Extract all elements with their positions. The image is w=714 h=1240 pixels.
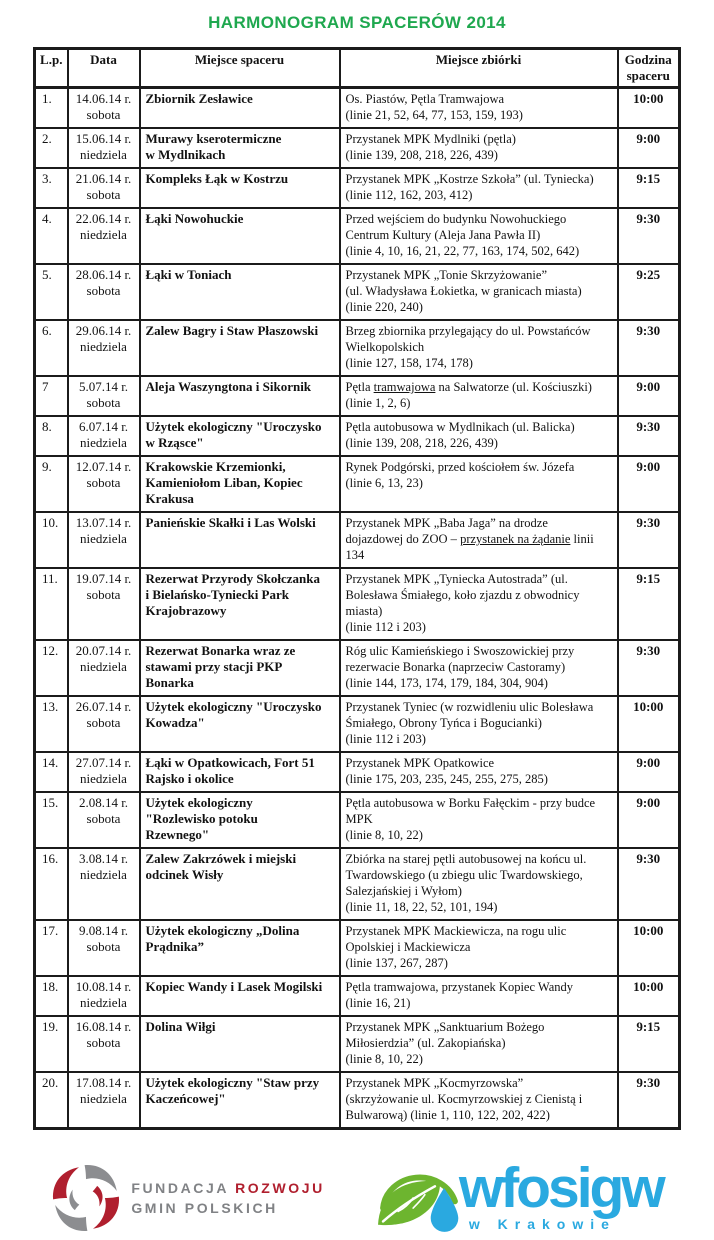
date-cell: [68, 920, 140, 976]
day-text: sobota: [86, 939, 121, 954]
text-segment: Rynek Podgórski, przed kościołem św. Józefa: [345, 460, 575, 474]
table-row: [35, 1072, 680, 1129]
text-segment: (linie 139, 208, 218, 226, 439): [345, 148, 498, 162]
header-lp: L.p.: [35, 49, 68, 88]
row-number-cell: 12.: [35, 640, 68, 696]
text-segment: Pętla autobusowa w Borku Fałęckim - przy budce: [345, 796, 596, 810]
text-segment: (linie 6, 13, 23): [345, 476, 423, 490]
text-segment: (linie 137, 267, 287): [345, 956, 448, 970]
time-cell: 10:00: [618, 696, 680, 752]
frgp-word-rozwoju: ROZWOJU: [235, 1179, 325, 1196]
text-segment: Centrum Kultury (Aleja Jana Pawła II): [345, 228, 541, 242]
row-number-cell: 4.: [35, 208, 68, 264]
text-segment: (linie 175, 203, 235, 245, 255, 275, 285): [345, 772, 548, 786]
row-number-cell: 15.: [35, 792, 68, 848]
date-text: 28.06.14 r.: [75, 267, 132, 282]
day-text: niedziela: [80, 339, 127, 354]
date-text: 27.07.14 r.: [75, 755, 132, 770]
table-row: [35, 88, 680, 129]
text-segment: (linie 220, 240): [345, 300, 423, 314]
table-row: [35, 792, 680, 848]
text-segment: Przystanek MPK Mydlniki (pętla): [345, 132, 516, 146]
day-text: niedziela: [80, 995, 127, 1010]
date-text: 21.06.14 r.: [75, 171, 132, 186]
header-meeting-place: Miejsce zbiórki: [340, 49, 618, 88]
meeting-place-cell: [340, 752, 618, 792]
date-text: 14.06.14 r.: [75, 91, 132, 106]
table-row: [35, 376, 680, 416]
row-number-cell: 14.: [35, 752, 68, 792]
underlined-text: tramwajowa: [373, 380, 436, 394]
date-cell: [68, 512, 140, 568]
date-cell: [68, 416, 140, 456]
table-row: [35, 640, 680, 696]
time-cell: 9:15: [618, 568, 680, 640]
walk-place-cell: Użytek ekologiczny „Dolina Prądnika”: [140, 920, 340, 976]
day-text: sobota: [86, 187, 121, 202]
text-segment: rezerwacie Bonarka (naprzeciw Castoramy): [345, 660, 566, 674]
day-text: sobota: [86, 811, 121, 826]
row-number-cell: 11.: [35, 568, 68, 640]
date-text: 17.08.14 r.: [75, 1075, 132, 1090]
meeting-place-cell: [340, 568, 618, 640]
row-number-cell: 6.: [35, 320, 68, 376]
text-segment: (linie 21, 52, 64, 77, 153, 159, 193): [345, 108, 523, 122]
time-cell: 10:00: [618, 88, 680, 129]
row-number-cell: 10.: [35, 512, 68, 568]
text-segment: Twardowskiego (u zbiegu ulic Twardowskiego,: [345, 868, 583, 882]
table-row: [35, 568, 680, 640]
text-segment: (linie 11, 18, 22, 52, 101, 194): [345, 900, 498, 914]
table-row: [35, 128, 680, 168]
meeting-place-cell: [340, 920, 618, 976]
leaf-water-drop-icon: [373, 1156, 465, 1240]
meeting-place-cell: [340, 976, 618, 1016]
text-segment: (linie 16, 21): [345, 996, 411, 1010]
walk-place-cell: Panieńskie Skałki i Las Wolski: [140, 512, 340, 568]
frgp-swirl-icon: [51, 1163, 121, 1233]
day-text: sobota: [86, 1035, 121, 1050]
text-segment: Brzeg zbiornika przylegający do ul. Powstańców: [345, 324, 591, 338]
text-segment: Przystanek MPK Mackiewicza, na rogu ulic: [345, 924, 567, 938]
day-text: niedziela: [80, 435, 127, 450]
date-text: 10.08.14 r.: [75, 979, 132, 994]
table-row: [35, 848, 680, 920]
time-cell: 9:00: [618, 128, 680, 168]
schedule-table: [33, 47, 681, 1130]
meeting-place-cell: [340, 512, 618, 568]
text-segment: Pętla autobusowa w Mydlnikach (ul. Balicka): [345, 420, 575, 434]
walk-place-cell: Dolina Wiłgi: [140, 1016, 340, 1072]
text-segment: MPK: [345, 812, 373, 826]
walk-place-cell: Zalew Bagry i Staw Płaszowski: [140, 320, 340, 376]
text-segment: (linie 112 i 203): [345, 620, 426, 634]
date-cell: [68, 264, 140, 320]
header-date: Data: [68, 49, 140, 88]
text-segment: (ul. Władysława Łokietka, w granicach miasta): [345, 284, 582, 298]
time-cell: 9:00: [618, 752, 680, 792]
walk-place-cell: Aleja Waszyngtona i Sikornik: [140, 376, 340, 416]
wfosigw-wordmark: wfosigw: [458, 1155, 663, 1220]
time-cell: 9:00: [618, 456, 680, 512]
day-text: sobota: [86, 475, 121, 490]
date-cell: [68, 696, 140, 752]
text-segment: Bulwarową) (linie 1, 110, 122, 202, 422): [345, 1108, 550, 1122]
day-text: sobota: [86, 283, 121, 298]
wfosigw-text-block: [458, 1155, 663, 1233]
wfosigw-subtitle: w Krakowie: [468, 1216, 616, 1233]
walk-place-cell: Użytek ekologiczny "Uroczysko Kowadza": [140, 696, 340, 752]
row-number-cell: 18.: [35, 976, 68, 1016]
walk-place-cell: Rezerwat Przyrody Skołczanka i Bielańsko-Tyniecki Park Krajobrazowy: [140, 568, 340, 640]
day-text: niedziela: [80, 659, 127, 674]
date-text: 16.08.14 r.: [75, 1019, 132, 1034]
meeting-place-cell: [340, 128, 618, 168]
text-segment: (linie 112, 162, 203, 412): [345, 188, 473, 202]
date-cell: [68, 208, 140, 264]
frgp-line2: GMIN POLSKICH: [131, 1200, 278, 1216]
walk-place-cell: Krakowskie Krzemionki, Kamieniołom Liban, Kopiec Krakusa: [140, 456, 340, 512]
date-text: 12.07.14 r.: [75, 459, 132, 474]
meeting-place-cell: [340, 208, 618, 264]
table-row: [35, 920, 680, 976]
date-cell: [68, 976, 140, 1016]
meeting-place-cell: [340, 320, 618, 376]
day-text: niedziela: [80, 867, 127, 882]
meeting-place-cell: [340, 696, 618, 752]
schedule-table-body: [35, 88, 680, 1129]
text-segment: Róg ulic Kamieńskiego i Swoszowickiej przy: [345, 644, 575, 658]
text-segment: Przystanek MPK „Sanktuarium Bożego: [345, 1020, 545, 1034]
text-segment: Os. Piastów, Pętla Tramwajowa: [345, 92, 505, 106]
walk-place-cell: Łąki w Opatkowicach, Fort 51 Rajsko i okolice: [140, 752, 340, 792]
row-number-cell: 19.: [35, 1016, 68, 1072]
walk-place-cell: Rezerwat Bonarka wraz ze stawami przy stacji PKP Bonarka: [140, 640, 340, 696]
date-cell: [68, 640, 140, 696]
text-segment: Przed wejściem do budynku Nowohuckiego: [345, 212, 567, 226]
row-number-cell: 13.: [35, 696, 68, 752]
text-segment: Zbiórka na starej pętli autobusowej na końcu ul.: [345, 852, 587, 866]
date-cell: [68, 1016, 140, 1072]
date-text: 29.06.14 r.: [75, 323, 132, 338]
meeting-place-cell: [340, 416, 618, 456]
underlined-text: przystanek na żądanie: [460, 532, 571, 546]
date-cell: [68, 1072, 140, 1129]
date-cell: [68, 848, 140, 920]
frgp-logo-text: [131, 1178, 325, 1219]
text-segment: dojazdowej do ZOO –: [345, 532, 461, 546]
day-text: sobota: [86, 715, 121, 730]
text-segment: Miłosierdzia” (ul. Zakopiańska): [345, 1036, 506, 1050]
meeting-place-cell: [340, 1072, 618, 1129]
date-text: 15.06.14 r.: [75, 131, 132, 146]
time-cell: 10:00: [618, 920, 680, 976]
text-segment: (linie 144, 173, 174, 179, 184, 304, 904): [345, 676, 548, 690]
meeting-place-cell: [340, 640, 618, 696]
walk-place-cell: Użytek ekologiczny "Staw przy Kaczeńcowej": [140, 1072, 340, 1129]
table-row: [35, 1016, 680, 1072]
day-text: niedziela: [80, 771, 127, 786]
text-segment: Pętla: [345, 380, 374, 394]
footer-logos: [0, 1156, 714, 1240]
time-cell: 9:30: [618, 512, 680, 568]
date-cell: [68, 568, 140, 640]
text-segment: Wielkopolskich: [345, 340, 425, 354]
date-text: 9.08.14 r.: [78, 923, 129, 938]
time-cell: 9:15: [618, 168, 680, 208]
walk-place-cell: Zbiornik Zesławice: [140, 88, 340, 129]
text-segment: Przystanek MPK „Kocmyrzowska”: [345, 1076, 524, 1090]
meeting-place-cell: [340, 848, 618, 920]
text-segment: Przystanek Tyniec (w rozwidleniu ulic Bolesława: [345, 700, 594, 714]
date-cell: [68, 128, 140, 168]
text-segment: Opolskiej i Mackiewicza: [345, 940, 471, 954]
text-segment: Pętla tramwajowa, przystanek Kopiec Wandy: [345, 980, 574, 994]
meeting-place-cell: [340, 264, 618, 320]
page-title: HARMONOGRAM SPACERÓW 2014: [208, 13, 506, 32]
row-number-cell: 5.: [35, 264, 68, 320]
table-row: [35, 208, 680, 264]
frgp-line1: [131, 1178, 325, 1198]
day-text: niedziela: [80, 1091, 127, 1106]
meeting-place-cell: [340, 456, 618, 512]
table-row: [35, 264, 680, 320]
walk-place-cell: Łąki w Toniach: [140, 264, 340, 320]
date-cell: [68, 456, 140, 512]
meeting-place-cell: [340, 1016, 618, 1072]
meeting-place-cell: [340, 88, 618, 129]
meeting-place-cell: [340, 376, 618, 416]
table-row: [35, 752, 680, 792]
date-text: 26.07.14 r.: [75, 699, 132, 714]
frgp-word-fundacja: FUNDACJA: [131, 1179, 229, 1196]
text-segment: Przystanek MPK „Tyniecka Autostrada” (ul.: [345, 572, 568, 586]
day-text: niedziela: [80, 227, 127, 242]
meeting-place-cell: [340, 792, 618, 848]
date-cell: [68, 752, 140, 792]
row-number-cell: 2.: [35, 128, 68, 168]
text-segment: (linie 127, 158, 174, 178): [345, 356, 473, 370]
walk-place-cell: Murawy kserotermiczne w Mydlnikach: [140, 128, 340, 168]
row-number-cell: 8.: [35, 416, 68, 456]
date-cell: [68, 320, 140, 376]
walk-place-cell: Użytek ekologiczny "Rozlewisko potoku Rzewnego": [140, 792, 340, 848]
time-cell: 9:30: [618, 1072, 680, 1129]
date-text: 6.07.14 r.: [78, 419, 129, 434]
text-segment: Bolesława Śmiałego, koło zjazdu z obwodnicy: [345, 588, 580, 602]
table-row: [35, 168, 680, 208]
text-segment: 134: [345, 548, 365, 562]
row-number-cell: 16.: [35, 848, 68, 920]
time-cell: 9:00: [618, 376, 680, 416]
header-walk-place: Miejsce spaceru: [140, 49, 340, 88]
date-cell: [68, 376, 140, 416]
row-number-cell: 1.: [35, 88, 68, 129]
day-text: niedziela: [80, 531, 127, 546]
time-cell: 9:30: [618, 416, 680, 456]
text-segment: na Salwatorze (ul. Kościuszki): [435, 380, 592, 394]
date-text: 19.07.14 r.: [75, 571, 132, 586]
time-cell: 10:00: [618, 976, 680, 1016]
text-segment: Salezjańskiej i Wyłom): [345, 884, 462, 898]
date-text: 2.08.14 r.: [78, 795, 129, 810]
frgp-logo: [51, 1163, 325, 1233]
walk-place-cell: Użytek ekologiczny "Uroczysko w Rząsce": [140, 416, 340, 456]
day-text: sobota: [86, 395, 121, 410]
time-cell: 9:30: [618, 848, 680, 920]
table-row: [35, 512, 680, 568]
time-cell: 9:30: [618, 320, 680, 376]
table-row: [35, 696, 680, 752]
walk-place-cell: Łąki Nowohuckie: [140, 208, 340, 264]
day-text: niedziela: [80, 147, 127, 162]
date-cell: [68, 88, 140, 129]
table-row: [35, 976, 680, 1016]
row-number-cell: 3.: [35, 168, 68, 208]
text-segment: Przystanek MPK „Baba Jaga” na drodze: [345, 516, 548, 530]
text-segment: linii: [570, 532, 594, 546]
table-row: [35, 456, 680, 512]
wfosigw-logo: [373, 1156, 663, 1240]
walk-place-cell: Zalew Zakrzówek i miejski odcinek Wisły: [140, 848, 340, 920]
time-cell: 9:30: [618, 208, 680, 264]
date-cell: [68, 792, 140, 848]
date-text: 3.08.14 r.: [78, 851, 129, 866]
text-segment: Przystanek MPK Opatkowice: [345, 756, 495, 770]
row-number-cell: 7: [35, 376, 68, 416]
date-text: 13.07.14 r.: [75, 515, 132, 530]
walk-place-cell: Kompleks Łąk w Kostrzu: [140, 168, 340, 208]
day-text: sobota: [86, 107, 121, 122]
text-segment: (linie 8, 10, 22): [345, 828, 423, 842]
text-segment: Śmiałego, Obrony Tyńca i Bogucianki): [345, 716, 542, 730]
date-text: 20.07.14 r.: [75, 643, 132, 658]
time-cell: 9:00: [618, 792, 680, 848]
header-walk-time: Godzina spaceru: [618, 49, 680, 88]
time-cell: 9:25: [618, 264, 680, 320]
text-segment: (linie 139, 208, 218, 226, 439): [345, 436, 498, 450]
text-segment: (skrzyżowanie ul. Kocmyrzowskiej z Cienistą i: [345, 1092, 583, 1106]
text-segment: (linie 1, 2, 6): [345, 396, 411, 410]
table-row: [35, 320, 680, 376]
row-number-cell: 9.: [35, 456, 68, 512]
text-segment: (linie 112 i 203): [345, 732, 426, 746]
row-number-cell: 17.: [35, 920, 68, 976]
time-cell: 9:30: [618, 640, 680, 696]
day-text: sobota: [86, 587, 121, 602]
text-segment: (linie 4, 10, 16, 21, 22, 77, 163, 174, 502, 642): [345, 244, 580, 258]
text-segment: (linie 8, 10, 22): [345, 1052, 423, 1066]
table-header: [35, 49, 680, 88]
table-row: [35, 416, 680, 456]
text-segment: Przystanek MPK „Tonie Skrzyżowanie”: [345, 268, 548, 282]
date-text: 5.07.14 r.: [78, 379, 129, 394]
text-segment: miasta): [345, 604, 383, 618]
table-header-row: [35, 49, 680, 88]
date-text: 22.06.14 r.: [75, 211, 132, 226]
walk-place-cell: Kopiec Wandy i Lasek Mogilski: [140, 976, 340, 1016]
meeting-place-cell: [340, 168, 618, 208]
text-segment: Przystanek MPK „Kostrze Szkoła” (ul. Tyniecka): [345, 172, 594, 186]
date-cell: [68, 168, 140, 208]
row-number-cell: 20.: [35, 1072, 68, 1129]
time-cell: 9:15: [618, 1016, 680, 1072]
